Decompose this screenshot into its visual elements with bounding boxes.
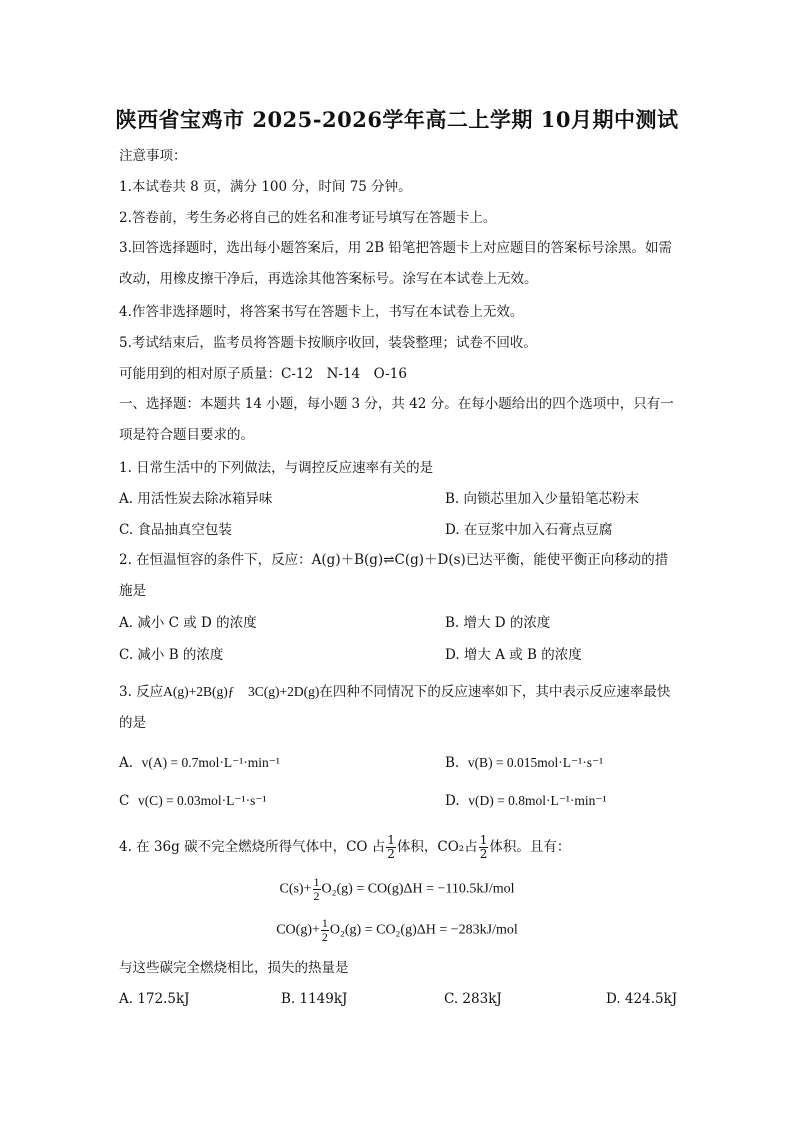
q2-option-c: C. 减小 B 的浓度 <box>119 647 224 663</box>
eq2-fraction <box>321 917 329 944</box>
fraction-denominator: 2 <box>479 847 488 861</box>
q3-option-c-expr: v(C) = 0.03mol·L⁻¹·s⁻¹ <box>137 793 267 808</box>
q3-option-b <box>445 753 603 773</box>
q4-option-c: C. 283kJ <box>444 991 502 1007</box>
q2-option-a: A. 减小 C 或 D 的浓度 <box>119 615 257 631</box>
q3-option-a-label: A. <box>119 755 134 771</box>
q4-fraction-2 <box>479 834 489 861</box>
q3-option-a-expr: v(A) = 0.7mol·L⁻¹·min⁻¹ <box>141 755 280 770</box>
notice-item-3: 3.回答选择题时，选出每小题答案后，用 2B 铅笔把答题卡上对应题目的答案标号涂黑。如需改动，用橡皮擦干净后，再选涂其他答案标号。涂写在本试卷上无效。 <box>119 240 672 287</box>
fraction-numerator: 1 <box>313 875 320 889</box>
q3-reaction: A(g)+2B(g)ƒ 3C(g)+2D(g) <box>163 684 320 699</box>
q4-stem-part-3: 体积。且有： <box>489 839 571 855</box>
q3-option-c-label: C <box>119 793 130 809</box>
q4-option-a: A. 172.5kJ <box>119 991 190 1007</box>
eq2-right: O₂(g) = CO₂(g)ΔH = −283kJ/mol <box>329 922 518 938</box>
q3-option-b-expr: v(B) = 0.015mol·L⁻¹·s⁻¹ <box>467 755 604 770</box>
fraction-denominator: 2 <box>387 847 395 861</box>
q4-question: 与这些碳完全燃烧相比，损失的热量是 <box>119 960 349 976</box>
q3-option-c <box>119 791 267 811</box>
notice-item-4: 4.作答非选择题时，将答案书写在答题卡上，书写在本试卷上无效。 <box>119 304 524 320</box>
q3-option-b-label: B. <box>445 755 460 771</box>
fraction-numerator: 1 <box>321 916 328 930</box>
notice-item-5: 5.考试结束后，监考员将答题卡按顺序收回，装袋整理；试卷不回收。 <box>119 335 537 351</box>
atomic-mass-note: 可能用到的相对原子质量：C-12 N-14 O-16 <box>119 366 407 382</box>
fraction-numerator: 1 <box>479 833 488 847</box>
eq1-left: C(s)+ <box>279 881 312 897</box>
fraction-denominator: 2 <box>313 889 320 903</box>
q4-option-d: D. 424.5kJ <box>606 991 678 1007</box>
q2-option-d: D. 增大 A 或 B 的浓度 <box>445 647 582 663</box>
q1-option-a: A. 用活性炭去除冰箱异味 <box>119 491 273 507</box>
q4-stem-part-1: 4. 在 36g 碳不完全燃烧所得气体中，CO 占 <box>119 839 386 855</box>
q1-option-d: D. 在豆浆中加入石膏点豆腐 <box>445 522 613 538</box>
eq1-fraction <box>313 876 321 903</box>
notice-heading: 注意事项： <box>119 148 187 164</box>
q1-option-b: B. 向锁芯里加入少量铅笔芯粉末 <box>445 491 640 507</box>
q3-stem-pre: 3. 反应 <box>119 684 164 700</box>
q3-stem <box>119 676 679 739</box>
q2-stem: 2. 在恒温恒容的条件下，反应：A(g)＋B(g)⇌C(g)＋D(s)已达平衡，能使平衡正向移动的措施是 <box>119 552 669 599</box>
q1-stem: 1. 日常生活中的下列做法，与调控反应速率有关的是 <box>119 460 434 476</box>
q2-option-b: B. 增大 D 的浓度 <box>445 615 551 631</box>
q1-option-c: C. 食品抽真空包装 <box>119 522 232 538</box>
fraction-denominator: 2 <box>321 930 328 944</box>
q3-option-d <box>445 791 607 811</box>
section-1-heading: 一、选择题：本题共 14 小题，每小题 3 分，共 42 分。在每小题给出的四个选项中，只有一项是符合题目要求的。 <box>119 396 674 443</box>
q4-stem <box>119 834 570 861</box>
q4-fraction-1 <box>386 834 396 861</box>
page-title: 陕西省宝鸡市 2025-2026学年高二上学期 10月期中测试 <box>115 107 679 132</box>
eq2-left: CO(g)+ <box>276 922 320 938</box>
notice-item-1: 1.本试卷共 8 页，满分 100 分，时间 75 分钟。 <box>119 179 412 195</box>
eq1-right: O₂(g) = CO(g)ΔH = −110.5kJ/mol <box>321 881 515 897</box>
notice-item-2: 2.答卷前，考生务必将自己的姓名和准考证号填写在答题卡上。 <box>119 210 497 226</box>
q3-option-d-expr: v(D) = 0.8mol·L⁻¹·min⁻¹ <box>468 793 607 808</box>
q3-option-d-label: D. <box>445 793 460 809</box>
fraction-numerator: 1 <box>387 833 395 847</box>
q4-stem-part-2: 体积，CO₂占 <box>396 839 478 855</box>
q4-equation-2 <box>0 917 794 944</box>
q4-equation-1 <box>0 876 794 903</box>
q3-option-a <box>119 753 280 773</box>
q3-stem-post: 在四种不同情况下的反应速率如下，其中表示反应速率最快的是 <box>119 684 671 731</box>
q4-option-b: B. 1149kJ <box>281 991 348 1007</box>
